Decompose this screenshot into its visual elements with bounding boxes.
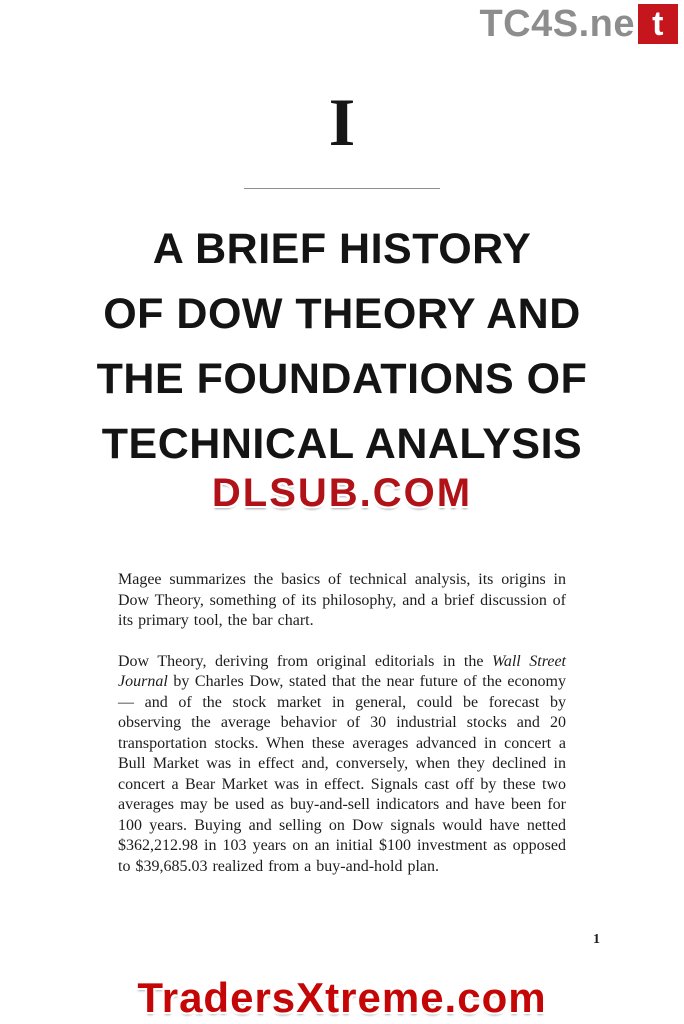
chapter-number: I bbox=[328, 84, 356, 160]
chapter-title bbox=[0, 217, 684, 477]
paragraph-2 bbox=[118, 652, 566, 878]
tradersxtreme-watermark: TradersXtreme.com bbox=[137, 974, 547, 1021]
page-number: 1 bbox=[593, 932, 600, 947]
paragraph-1: Magee summarizes the basics of technical analysis, its origins in Dow Theory, something of its philosophy, and a brief discussion of its primary tool, the bar chart. bbox=[118, 571, 566, 629]
body-text bbox=[118, 570, 566, 877]
tc4s-logo-box: t bbox=[638, 4, 678, 44]
tc4s-watermark bbox=[479, 4, 678, 44]
paragraph-2-rest: by Charles Dow, stated that the near future of the economy — and of the stock market in general, could be forecast by observing the average behavior of 30 industrial stocks and 20 transportation stocks. When these averages advanced in concert a Bull Market was in effect and, conversely, when they declined in concert a Bear Market was in effect. Signals cast off by these two averages may be used as buy-and-sell indicators and have been for 100 years. Buying and selling on Dow signals would have netted $362,212.98 in 103 years on an initial $100 investment as opposed to $39,685.03 realized from a buy-and-hold plan. bbox=[118, 673, 566, 875]
paragraph-2-journal-name: Wall Street Journal bbox=[118, 652, 566, 690]
dlsub-watermark: DLSUB.COM bbox=[211, 471, 473, 515]
chapter-title-line-4: TECHNICAL ANALYSIS bbox=[101, 420, 583, 468]
paragraph-2-intro: Dow Theory, deriving from original editorials in the bbox=[118, 652, 492, 670]
chapter-title-line-3: THE FOUNDATIONS OF bbox=[96, 355, 588, 403]
chapter-title-line-1: A BRIEF HISTORY bbox=[152, 225, 532, 273]
divider-rule bbox=[244, 188, 440, 189]
chapter-title-line-2: OF DOW THEORY AND bbox=[103, 290, 581, 338]
tc4s-watermark-text: TC4S.ne bbox=[479, 3, 635, 45]
